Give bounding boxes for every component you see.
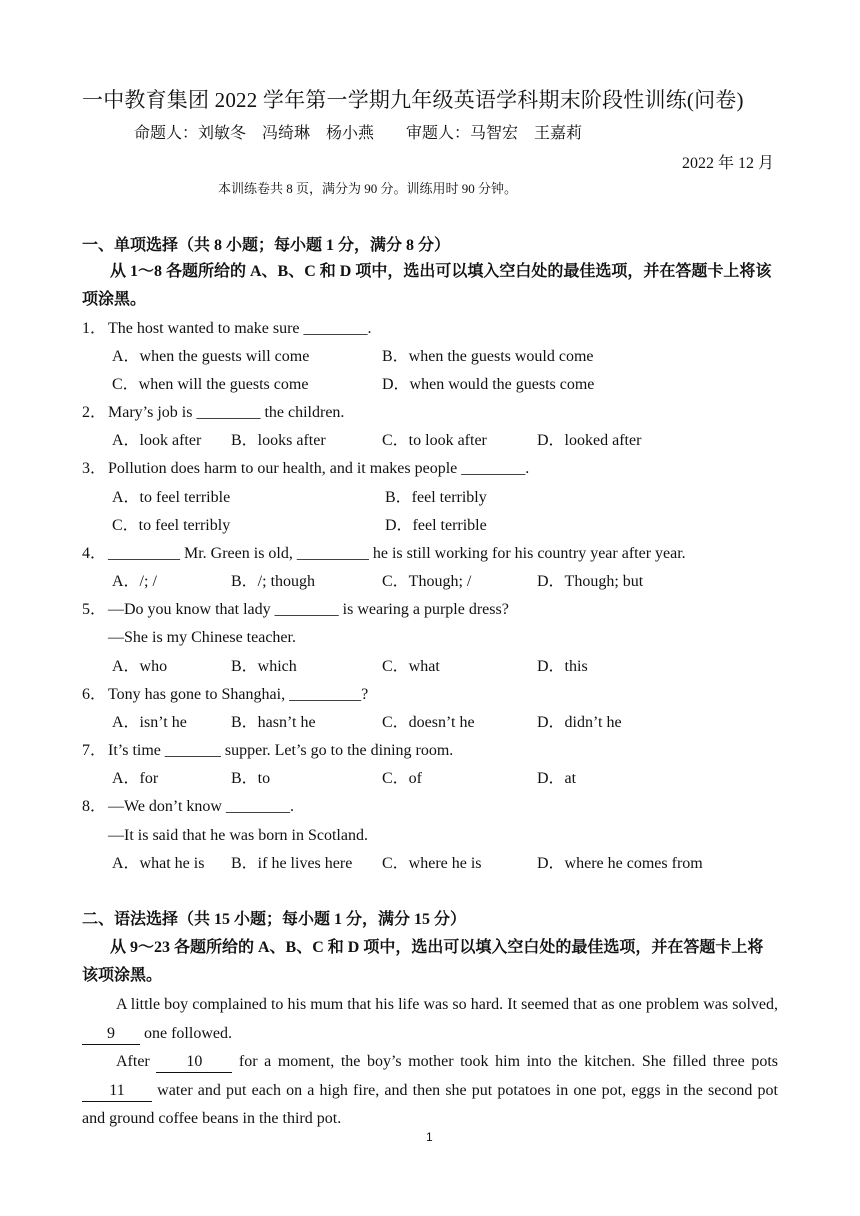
option-d[interactable]: D．looked after	[537, 432, 642, 449]
option-c[interactable]: C．where he is	[382, 855, 482, 872]
question-number: 6．	[82, 686, 107, 703]
question-text: The host wanted to make sure ________.	[108, 320, 372, 337]
options-q5	[112, 653, 792, 681]
question-text: Tony has gone to Shanghai, _________?	[108, 686, 369, 703]
section1-instruction: 从 1～8 各题所给的 A、B、C 和 D 项中，选出可以填入空白处的最佳选项，并在答题卡上将该项涂黑。	[82, 263, 772, 308]
option-d[interactable]: D．feel terrible	[385, 517, 487, 534]
option-a[interactable]: A．what he is	[112, 855, 205, 872]
option-d[interactable]: D．didn’t he	[537, 714, 622, 731]
passage-text: A little boy complained to his mum that his life was so hard. It seemed that as one problem was solved,	[116, 996, 778, 1013]
option-d[interactable]: D．Though; but	[537, 573, 644, 590]
passage-text: water and put each on a high fire, and then she put potatoes in one pot, eggs in the second pot and ground coffee beans in the third pot.	[82, 1081, 779, 1127]
options-q2	[112, 427, 792, 455]
passage-paragraph-1	[82, 991, 778, 1048]
question-5-response: —She is my Chinese teacher.	[108, 629, 296, 646]
options-q1-row2	[112, 371, 792, 399]
question-text: —We don’t know ________.	[108, 798, 294, 815]
question-number: 8．	[82, 798, 107, 815]
option-c[interactable]: C．of	[382, 770, 423, 787]
question-3	[82, 455, 782, 483]
options-q7	[112, 765, 792, 793]
option-a[interactable]: A．when the guests will come	[112, 348, 310, 365]
option-c[interactable]: C．what	[382, 658, 440, 675]
option-a[interactable]: A．look after	[112, 432, 202, 449]
option-c[interactable]: C．doesn’t he	[382, 714, 475, 731]
option-c[interactable]: C．to feel terribly	[112, 517, 231, 534]
option-a[interactable]: A．for	[112, 770, 159, 787]
passage-text: one followed.	[144, 1024, 232, 1042]
question-number: 3．	[82, 460, 107, 477]
options-q8	[112, 850, 792, 878]
option-b[interactable]: B．feel terribly	[385, 489, 487, 506]
passage-text: for a moment, the boy’s mother took him into the kitchen. She filled three pots	[238, 1053, 779, 1070]
question-text: It’s time _______ supper. Let’s go to the dining room.	[108, 742, 454, 759]
option-b[interactable]: B．when the guests would come	[382, 348, 594, 365]
option-b[interactable]: B．to	[231, 770, 271, 787]
question-number: 5．	[82, 601, 107, 618]
option-a[interactable]: A．who	[112, 658, 168, 675]
option-c[interactable]: C．to look after	[382, 432, 487, 449]
blank-11[interactable]: 11	[82, 1081, 152, 1102]
blank-10[interactable]: 10	[156, 1052, 232, 1073]
question-2	[82, 399, 782, 427]
option-c[interactable]: C．Though; /	[382, 573, 472, 590]
question-8-response: —It is said that he was born in Scotland.	[108, 827, 368, 844]
exam-note: 本训练卷共 8 页，满分为 90 分。训练用时 90 分钟。	[218, 181, 518, 196]
exam-title: 一中教育集团 2022 学年第一学期九年级英语学科期末阶段性训练(问卷)	[82, 88, 744, 112]
options-q6	[112, 709, 792, 737]
section2-instruction: 从 9～23 各题所给的 A、B、C 和 D 项中，选出可以填入空白处的最佳选项，并在答题卡上将该项涂黑。	[82, 939, 764, 984]
option-b[interactable]: B．if he lives here	[231, 855, 353, 872]
options-q4	[112, 568, 792, 596]
exam-date: 2022 年 12 月	[681, 155, 774, 172]
option-d[interactable]: D．this	[537, 658, 588, 675]
option-d[interactable]: D．when would the guests come	[382, 376, 595, 393]
option-b[interactable]: B．which	[231, 658, 297, 675]
passage-paragraph-2	[82, 1048, 778, 1134]
question-text: —Do you know that lady ________ is wearing a purple dress?	[108, 601, 509, 618]
author-line: 命题人：刘敏冬 冯绮琳 杨小燕 审题人：马智宏 王嘉莉	[134, 125, 583, 142]
question-number: 4．	[82, 545, 107, 562]
question-5	[82, 596, 782, 624]
page-number: 1	[426, 1130, 433, 1144]
question-number: 2．	[82, 404, 107, 421]
question-1	[82, 315, 782, 343]
question-text: Pollution does harm to our health, and it makes people ________.	[108, 460, 530, 477]
option-d[interactable]: D．where he comes from	[537, 855, 703, 872]
option-a[interactable]: A．isn’t he	[112, 714, 187, 731]
option-b[interactable]: B．hasn’t he	[231, 714, 316, 731]
question-7	[82, 737, 782, 765]
options-q3-row2	[112, 512, 792, 540]
section1-heading: 一、单项选择（共 8 小题；每小题 1 分，满分 8 分）	[82, 237, 451, 254]
question-6	[82, 681, 782, 709]
option-a[interactable]: A．/; /	[112, 573, 157, 590]
options-q3-row1	[112, 484, 792, 512]
passage-text: After	[116, 1053, 150, 1070]
question-number: 1．	[82, 320, 107, 337]
question-number: 7．	[82, 742, 107, 759]
question-4	[82, 540, 782, 568]
question-8	[82, 793, 782, 821]
option-d[interactable]: D．at	[537, 770, 577, 787]
option-a[interactable]: A．to feel terrible	[112, 489, 231, 506]
blank-9[interactable]: 9	[82, 1024, 140, 1045]
section2-heading: 二、语法选择（共 15 小题；每小题 1 分，满分 15 分）	[82, 911, 467, 928]
option-b[interactable]: B．looks after	[231, 432, 326, 449]
options-q1-row1	[112, 343, 792, 371]
question-text: Mary’s job is ________ the children.	[108, 404, 345, 421]
option-c[interactable]: C．when will the guests come	[112, 376, 309, 393]
question-text: _________ Mr. Green is old, _________ he is still working for his country year after year.	[108, 545, 686, 562]
option-b[interactable]: B．/; though	[231, 573, 316, 590]
